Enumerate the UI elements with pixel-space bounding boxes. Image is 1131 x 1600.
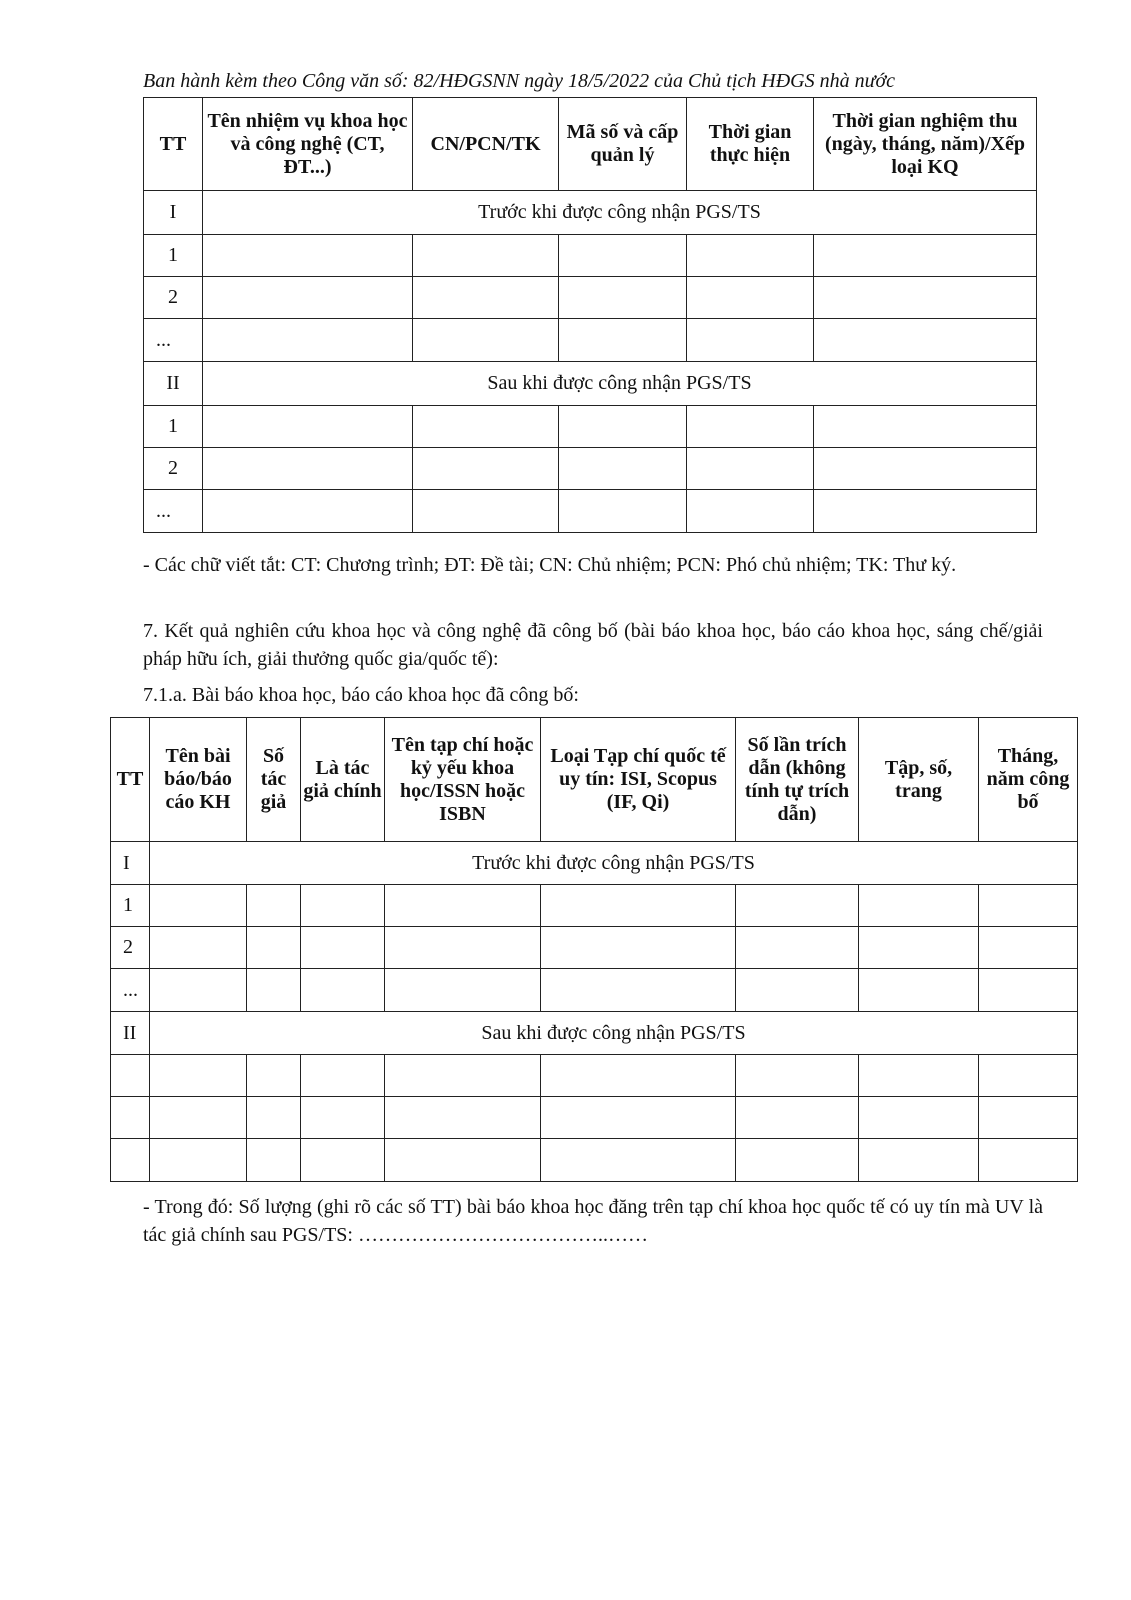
row-number	[111, 1139, 150, 1182]
table-row	[111, 927, 1078, 969]
section-label: Trước khi được công nhận PGS/TS	[150, 842, 1078, 885]
cell	[541, 885, 736, 927]
section-7-1a-heading: 7.1.a. Bài báo khoa học, báo cáo khoa học đã công bố:	[143, 684, 579, 706]
cell	[687, 406, 814, 448]
cell	[385, 927, 541, 969]
cell	[301, 969, 385, 1012]
cell	[859, 1055, 979, 1097]
cell	[150, 927, 247, 969]
cell	[979, 1055, 1078, 1097]
cell	[541, 1097, 736, 1139]
cell	[859, 1139, 979, 1182]
header-code-level: Mã số và cấp quản lý	[559, 98, 687, 191]
header-journal-type: Loại Tạp chí quốc tế uy tín: ISI, Scopus (IF, Qi)	[541, 718, 736, 842]
cell	[385, 1139, 541, 1182]
cell	[413, 319, 559, 362]
header-author-count: Số tác giả	[247, 718, 301, 842]
cell	[687, 235, 814, 277]
header-task-name: Tên nhiệm vụ khoa học và công nghệ (CT, ĐT...)	[203, 98, 413, 191]
header-article-name: Tên bài báo/báo cáo KH	[150, 718, 247, 842]
cell	[247, 1097, 301, 1139]
cell	[814, 277, 1037, 319]
cell	[247, 1139, 301, 1182]
cell	[301, 1055, 385, 1097]
cell	[814, 448, 1037, 490]
cell	[687, 490, 814, 533]
cell	[736, 969, 859, 1012]
cell	[413, 406, 559, 448]
cell	[979, 1097, 1078, 1139]
cell	[736, 1139, 859, 1182]
cell	[413, 490, 559, 533]
cell	[413, 235, 559, 277]
research-tasks-table	[143, 97, 1037, 533]
cell	[203, 319, 413, 362]
cell	[979, 885, 1078, 927]
cell	[541, 927, 736, 969]
cell	[150, 969, 247, 1012]
cell	[203, 235, 413, 277]
header-publish-date: Tháng, năm công bố	[979, 718, 1078, 842]
row-number: 1	[144, 406, 203, 448]
table-row	[111, 885, 1078, 927]
table-row	[111, 969, 1078, 1012]
cell	[814, 319, 1037, 362]
table-row	[144, 490, 1037, 533]
cell	[859, 969, 979, 1012]
cell	[736, 927, 859, 969]
row-number: ...	[111, 969, 150, 1012]
cell	[687, 448, 814, 490]
cell	[859, 1097, 979, 1139]
row-number: 1	[144, 235, 203, 277]
cell	[203, 406, 413, 448]
cell	[150, 1055, 247, 1097]
cell	[301, 1097, 385, 1139]
cell	[247, 885, 301, 927]
row-number: 1	[111, 885, 150, 927]
cell	[859, 885, 979, 927]
header-tt: TT	[111, 718, 150, 842]
cell	[814, 490, 1037, 533]
cell	[736, 1097, 859, 1139]
cell	[979, 927, 1078, 969]
table-row	[144, 406, 1037, 448]
abbreviation-note: - Các chữ viết tắt: CT: Chương trình; ĐT: Đề tài; CN: Chủ nhiệm; PCN: Phó chủ nhiệm; TK: Thư ký.	[143, 554, 957, 576]
header-acceptance: Thời gian nghiệm thu (ngày, tháng, năm)/Xếp loại KQ	[814, 98, 1037, 191]
cell	[301, 927, 385, 969]
cell	[150, 1097, 247, 1139]
cell	[247, 1055, 301, 1097]
table-row	[144, 319, 1037, 362]
cell	[859, 927, 979, 969]
cell	[385, 969, 541, 1012]
cell	[203, 277, 413, 319]
section-row-after	[144, 362, 1037, 406]
header-citations: Số lần trích dẫn (không tính tự trích dẫn)	[736, 718, 859, 842]
cell	[541, 1139, 736, 1182]
table-row	[111, 1097, 1078, 1139]
row-number: 2	[144, 448, 203, 490]
cell	[247, 927, 301, 969]
cell	[385, 1097, 541, 1139]
section-number: II	[144, 362, 203, 406]
section-7-heading: 7. Kết quả nghiên cứu khoa học và công nghệ đã công bố (bài báo khoa học, báo cáo khoa học, sáng chế/giải pháp hữu ích, giải thưởng quốc gia/quốc tế):	[143, 620, 1043, 670]
section-number: I	[144, 191, 203, 235]
header-volume-pages: Tập, số, trang	[859, 718, 979, 842]
row-number	[111, 1055, 150, 1097]
table-row	[144, 448, 1037, 490]
section-label: Sau khi được công nhận PGS/TS	[150, 1012, 1078, 1055]
cell	[203, 448, 413, 490]
row-number: ...	[144, 490, 203, 533]
section-row-before	[144, 191, 1037, 235]
cell	[559, 490, 687, 533]
row-number: 2	[144, 277, 203, 319]
table-row	[111, 1139, 1078, 1182]
cell	[979, 969, 1078, 1012]
cell	[541, 969, 736, 1012]
cell	[413, 448, 559, 490]
header-main-author: Là tác giả chính	[301, 718, 385, 842]
section-number: II	[111, 1012, 150, 1055]
cell	[150, 1139, 247, 1182]
table-row	[144, 277, 1037, 319]
section-row-after	[111, 1012, 1078, 1055]
table-header-row	[111, 718, 1078, 842]
cell	[150, 885, 247, 927]
cell	[736, 1055, 859, 1097]
section-row-before	[111, 842, 1078, 885]
row-number: ...	[144, 319, 203, 362]
header-journal-name: Tên tạp chí hoặc kỷ yếu khoa học/ISSN hoặc ISBN	[385, 718, 541, 842]
cell	[385, 885, 541, 927]
cell	[559, 406, 687, 448]
header-tt: TT	[144, 98, 203, 191]
cell	[687, 277, 814, 319]
cell	[814, 406, 1037, 448]
header-role: CN/PCN/TK	[413, 98, 559, 191]
section-label: Trước khi được công nhận PGS/TS	[203, 191, 1037, 235]
section-label: Sau khi được công nhận PGS/TS	[203, 362, 1037, 406]
table-row	[111, 1055, 1078, 1097]
header-duration: Thời gian thực hiện	[687, 98, 814, 191]
cell	[247, 969, 301, 1012]
cell	[687, 319, 814, 362]
cell	[559, 319, 687, 362]
cell	[979, 1139, 1078, 1182]
cell	[559, 235, 687, 277]
publications-table	[110, 717, 1078, 1182]
header-note: Ban hành kèm theo Công văn số: 82/HĐGSNN ngày 18/5/2022 của Chủ tịch HĐGS nhà nước	[143, 70, 896, 92]
cell	[814, 235, 1037, 277]
row-number	[111, 1097, 150, 1139]
table-row	[144, 235, 1037, 277]
cell	[301, 885, 385, 927]
cell	[736, 885, 859, 927]
cell	[559, 448, 687, 490]
bottom-note: - Trong đó: Số lượng (ghi rõ các số TT) bài báo khoa học đăng trên tạp chí khoa học quốc tế có uy tín mà UV là tác giả chính sau PGS/TS: ………………………………..……	[143, 1196, 1043, 1246]
cell	[541, 1055, 736, 1097]
row-number: 2	[111, 927, 150, 969]
section-number: I	[111, 842, 150, 885]
cell	[203, 490, 413, 533]
cell	[301, 1139, 385, 1182]
cell	[413, 277, 559, 319]
cell	[559, 277, 687, 319]
table-header-row	[144, 98, 1037, 191]
cell	[385, 1055, 541, 1097]
